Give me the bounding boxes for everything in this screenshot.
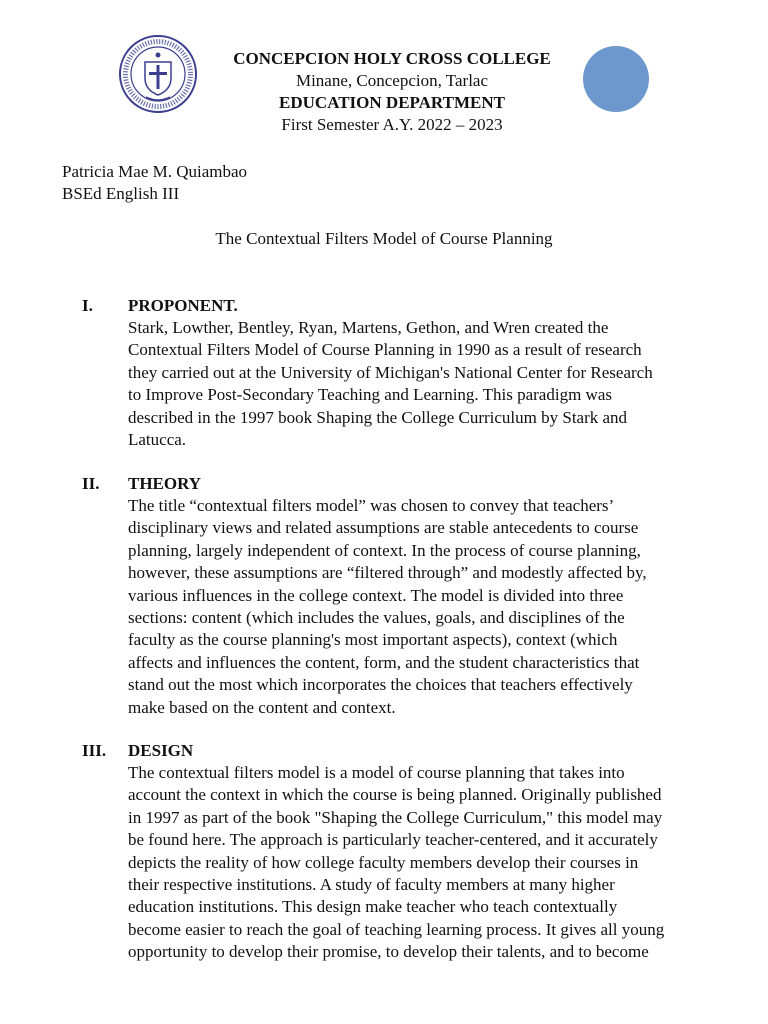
section-heading: DESIGN: [128, 741, 194, 760]
college-seal-logo: [118, 34, 198, 114]
body-line: make based on the content and context.: [128, 697, 396, 717]
section-body: [128, 762, 723, 964]
letterhead: [200, 48, 584, 136]
body-line: become easier to reach the goal of teaching learning process. It gives all young: [128, 919, 665, 939]
student-name: Patricia Mae M. Quiambao: [62, 162, 248, 181]
student-info: [62, 161, 247, 205]
body-line: described in the 1997 book Shaping the College Curriculum by Stark and: [128, 407, 628, 427]
body-line: however, these assumptions are “filtered through” and modestly affected by,: [128, 563, 647, 583]
body-line: account the context in which the course is being planned. Originally published: [128, 785, 662, 805]
college-address: Minane, Concepcion, Tarlac: [295, 71, 489, 90]
body-line: stand out the most which incorporates the choices that teachers effectively: [128, 675, 633, 695]
department-name: EDUCATION DEPARTMENT: [279, 93, 505, 112]
section-body: [128, 495, 723, 719]
body-line: planning, largely independent of context. In the process of course planning,: [128, 540, 641, 560]
blue-circle-decoration: [583, 46, 649, 112]
body-line: they carried out at the University of Michigan's National Center for Research: [128, 362, 653, 382]
body-line: Stark, Lowther, Bentley, Ryan, Martens, Gethon, and Wren created the: [128, 318, 609, 337]
section-heading: THEORY: [128, 474, 202, 493]
body-line: affects and influences the content, form, and the student characteristics that: [128, 652, 640, 672]
section-heading: PROPONENT.: [128, 296, 238, 315]
body-line: faculty as the course planning's most important aspects), context (which: [128, 630, 618, 650]
body-line: sections: content (which includes the values, goals, and disciplines of the: [128, 608, 625, 628]
body-line: opportunity to develop their promise, to develop their talents, and to become: [128, 942, 649, 962]
section-body: [128, 317, 723, 451]
college-name: CONCEPCION HOLY CROSS COLLEGE: [233, 49, 551, 68]
body-line: The title “contextual filters model” was chosen to convey that teachers’: [128, 496, 615, 515]
document-title: The Contextual Filters Model of Course Planning: [215, 229, 553, 248]
body-line: in 1997 as part of the book "Shaping the College Curriculum," this model may: [128, 807, 663, 827]
body-line: Latucca.: [128, 430, 187, 450]
body-line: The contextual filters model is a model of course planning that takes into: [128, 763, 625, 782]
section-numeral: III.: [82, 741, 107, 760]
semester-label: First Semester A.Y. 2022 – 2023: [281, 115, 503, 134]
body-line: their respective institutions. A study of faculty members at many higher: [128, 875, 615, 895]
body-line: be found here. The approach is particularly teacher-centered, and it accurately: [128, 830, 658, 850]
student-program: BSEd English III: [62, 184, 180, 203]
body-line: Contextual Filters Model of Course Planning in 1990 as a result of research: [128, 340, 642, 360]
body-line: depicts the reality of how college faculty members develop their courses in: [128, 852, 639, 872]
section-numeral: II.: [82, 474, 100, 493]
section-numeral: I.: [82, 296, 93, 315]
body-line: disciplinary views and related assumptions are stable antecedents to course: [128, 518, 639, 538]
body-line: various influences in the college context. The model is divided into three: [128, 585, 624, 605]
body-line: to Improve Post-Secondary Teaching and Learning. This paradigm was: [128, 385, 612, 405]
body-line: education institutions. This design make teacher who teach contextually: [128, 897, 618, 917]
